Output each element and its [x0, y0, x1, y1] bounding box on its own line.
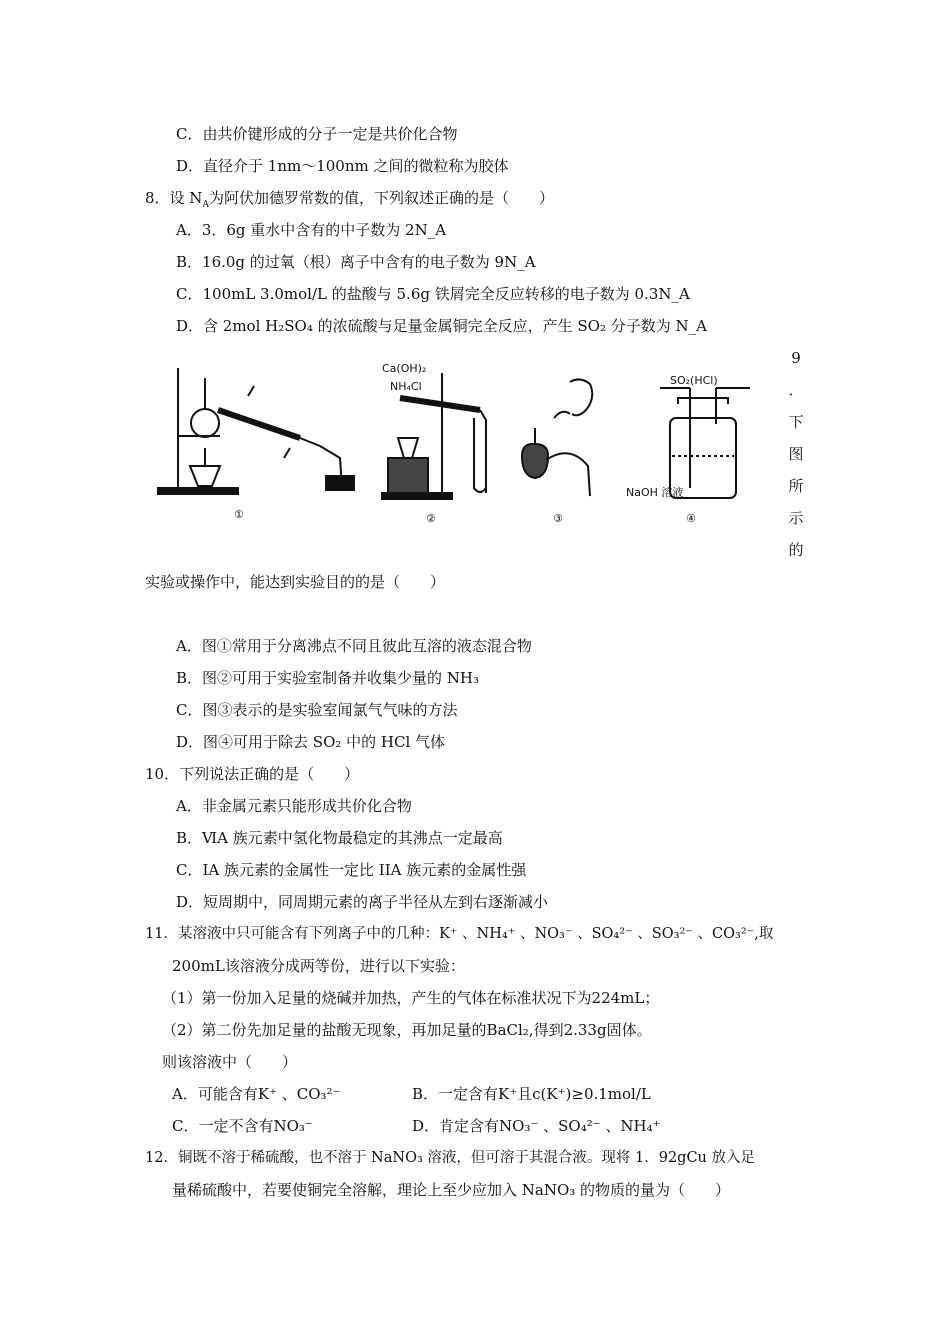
q12-stem-line1: 12．铜既不溶于稀硫酸，也不溶于 NaNO₃ 溶液，但可溶于其混合液。现将 1．92gCu 放入足 [145, 1150, 755, 1166]
q7-option-d: D．直径介于 1nm～100nm 之间的微粒称为胶体 [176, 157, 509, 175]
q10-option-a: A．非金属元素只能形成共价化合物 [176, 797, 412, 815]
q7-option-c: C．由共价键形成的分子一定是共价化合物 [176, 125, 458, 143]
q9-vchar: ． [788, 381, 804, 399]
q11-step1: （1）第一份加入足量的烧碱并加热，产生的气体在标准状况下为224mL； [162, 989, 660, 1007]
q9-vchar: 的 [788, 541, 804, 559]
fig-label-4: ④ [686, 512, 696, 525]
q9-vchar: 下 [788, 413, 804, 431]
q8-option-a: A．3．6g 重水中含有的中子数为 2N_A [176, 221, 447, 239]
fig2-text-caoh2: Ca(OH)₂ [382, 362, 427, 375]
fig-label-2: ② [426, 512, 436, 525]
fig1-distillation-apparatus [158, 368, 354, 494]
fig-label-3: ③ [553, 512, 563, 525]
q8-option-b: B．16.0g 的过氧（根）离子中含有的电子数为 9N_A [176, 253, 536, 271]
q10-stem: 10．下列说法正确的是（ ） [145, 765, 360, 783]
q11-stem-line2: 200mL该溶液分成两等份，进行以下实验： [172, 957, 465, 975]
q8-option-d: D．含 2mol H₂SO₄ 的浓硫酸与足量金属铜完全反应，产生 SO₂ 分子数为 N_A [176, 317, 707, 335]
q10-option-c: C．IA 族元素的金属性一定比 IIA 族元素的金属性强 [176, 861, 527, 879]
q9-vchar: 9 [791, 349, 801, 367]
q10-option-d: D．短周期中，同周期元素的离子半径从左到右逐渐减小 [176, 893, 549, 911]
q9-vchar: 示 [788, 509, 804, 527]
q9-option-c: C．图③表示的是实验室闻氯气气味的方法 [176, 701, 458, 719]
q9-vchar: 所 [788, 477, 804, 495]
q12-stem-line2: 量稀硫酸中，若要使铜完全溶解，理论上至少应加入 NaNO₃ 的物质的量为（ ） [172, 1181, 731, 1199]
fig3-smell-method [522, 379, 592, 496]
q9-option-b: B．图②可用于实验室制备并收集少量的 NH₃ [176, 669, 480, 687]
q8-stem-post: 为阿伏加德罗常数的值，下列叙述正确的是（ ） [208, 189, 554, 207]
q11-option-d: D．肯定含有NO₃⁻ 、SO₄²⁻ 、NH₄⁺ [412, 1117, 661, 1135]
fig4-text-so2hcl: SO₂(HCl) [670, 374, 718, 387]
q9-option-d: D．图④可用于除去 SO₂ 中的 HCl 气体 [176, 733, 446, 751]
fig4-gas-washing-bottle [660, 388, 750, 498]
q11-stem-line3: 则该溶液中（ ） [162, 1053, 298, 1071]
q9-figures-svg [150, 348, 770, 528]
q11-option-c: C．一定不含有NO₃⁻ [172, 1117, 313, 1135]
q11-option-a: A．可能含有K⁺ 、CO₃²⁻ [172, 1085, 341, 1103]
q9-vertical-stem [786, 348, 806, 572]
q8-stem-sub: A [202, 200, 209, 210]
fig2-text-nh4cl: NH₄Cl [390, 380, 422, 393]
q10-option-b: B．ⅥA 族元素中氢化物最稳定的其沸点一定最高 [176, 829, 503, 847]
q8-stem-pre: 8．设 N [145, 189, 203, 207]
q11-stem-line1: 11．某溶液中只可能含有下列离子中的几种：K⁺ 、NH₄⁺ 、NO₃⁻ 、SO₄²⁻ 、SO₃²⁻ 、CO₃²⁻,取 [145, 926, 774, 942]
q8-stem [145, 188, 554, 208]
q8-option-c: C．100mL 3.0mol/L 的盐酸与 5.6g 铁屑完全反应转移的电子数为 0.3N_A [176, 285, 690, 303]
q9-stem: 实验或操作中，能达到实验目的的是（ ） [145, 573, 446, 591]
fig4-text-naoh: NaOH 溶液 [626, 486, 684, 499]
q11-step2: （2）第二份先加足量的盐酸无现象，再加足量的BaCl₂,得到2.33g固体。 [162, 1021, 652, 1039]
q9-option-a: A．图①常用于分离沸点不同且彼此互溶的液态混合物 [176, 637, 532, 655]
fig-label-1: ① [234, 508, 244, 521]
q11-option-b: B．一定含有K⁺且c(K⁺)≥0.1mol/L [412, 1085, 651, 1103]
q9-figures [150, 348, 770, 528]
q9-vchar: 图 [788, 445, 804, 463]
